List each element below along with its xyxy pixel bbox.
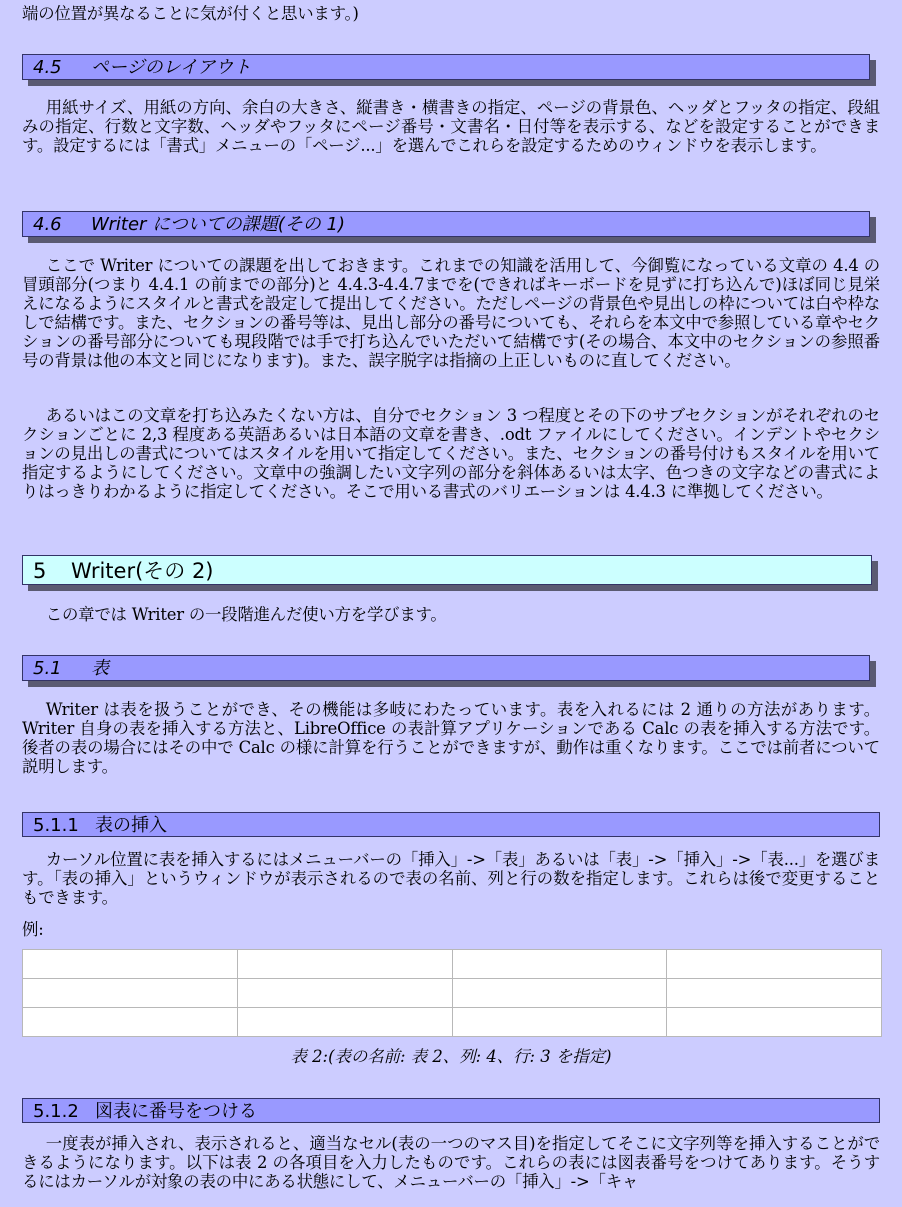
table-cell[interactable] [23, 979, 238, 1008]
heading-number: 5.1 [33, 658, 62, 679]
heading-5-1-1 [22, 812, 880, 837]
table-cell[interactable] [667, 979, 882, 1008]
table-row [23, 1008, 882, 1037]
heading-number: 5 [33, 559, 47, 583]
heading-5-1-2 [22, 1098, 880, 1123]
paragraph-example-label: 例: [22, 920, 44, 939]
table-cell[interactable] [237, 979, 452, 1008]
heading-number: 5.1.2 [33, 1101, 79, 1122]
paragraph-top: 端の位置が異なることに気が付くと思います。) [22, 4, 359, 23]
table-caption: 表 2:(表の名前: 表 2、列: 4、行: 3 を指定) [290, 1047, 612, 1066]
table-cell[interactable] [237, 1008, 452, 1037]
heading-4-5 [22, 54, 870, 80]
heading-title: 表 [91, 658, 109, 679]
heading-number: 4.6 [33, 214, 62, 235]
example-table [22, 949, 882, 1037]
paragraph-layout: 用紙サイズ、用紙の方向、余白の大きさ、縦書き・横書きの指定、ページの背景色、ヘッダとフッタの指定、段組みの指定、行数と文字数、ヘッダやフッタにページ番号・文書名・日付等を表示する、などを設定することができます。設定するには「書式」メニューの「ページ...」を選んでこれらを設定するためのウィンドウを表示します。 [22, 98, 880, 155]
heading-title: 表の挿入 [95, 815, 167, 836]
table-cell[interactable] [667, 1008, 882, 1037]
heading-number: 5.1.1 [33, 815, 79, 836]
heading-chapter-5 [22, 555, 872, 585]
table-cell[interactable] [452, 979, 667, 1008]
heading-title: Writer についての課題(その 1) [91, 214, 345, 235]
table-cell[interactable] [452, 950, 667, 979]
paragraph-task-1: ここで Writer についての課題を出しておきます。これまでの知識を活用して、今御覧になっている文章の 4.4 の冒頭部分(つまり 4.4.1 の前までの部分)と 4.4.3-4.4.7までを(できればキーボードを見ずに打ち込んで)ほぼ同じ見栄えになるようにスタイルと書式を設定して提出してください。ただしページの背景色や見出しの枠については白や枠なしで結構です。また、セクションの番号等は、見出し部分の番号についても、それらを本文中で参照している章やセクションの番号部分についても現段階では手で打ち込んでいただいて結構です(その場合、本文中のセクションの参照番号の背景は他の本文と同じになります)。また、誤字脱字は指摘の上正しいものに直してください。 [22, 256, 880, 370]
table-cell[interactable] [237, 950, 452, 979]
table-cell[interactable] [452, 1008, 667, 1037]
table-row [23, 979, 882, 1008]
heading-number: 4.5 [33, 57, 62, 78]
table-cell[interactable] [23, 1008, 238, 1037]
table-cell[interactable] [667, 950, 882, 979]
heading-4-6 [22, 211, 870, 237]
heading-title: ページのレイアウト [91, 57, 252, 78]
paragraph-task-2: あるいはこの文章を打ち込みたくない方は、自分でセクション 3 つ程度とその下のサブセクションがそれぞれのセクションごとに 2,3 程度ある英語あるいは日本語の文章を書き、.odt ファイルにしてください。インデントやセクションの見出しの書式についてはスタイルを用いて指定してください。また、セクションの番号付けもスタイルを用いて指定するようにしてください。文章中の強調したい文字列の部分を斜体あるいは太字、色つきの文字などの書式によりはっきりわかるように指定してください。そこで用いる書式のバリエーションは 4.4.3 に準拠してください。 [22, 406, 880, 501]
paragraph-table-insert: カーソル位置に表を挿入するにはメニューバーの「挿入」->「表」あるいは「表」->「挿入」->「表...」を選びます。「表の挿入」というウィンドウが表示されるので表の名前、列と行の数を指定します。これらは後で変更することもできます。 [22, 850, 880, 907]
paragraph-numbering: 一度表が挿入され、表示されると、適当なセル(表の一つのマス目)を指定してそこに文字列等を挿入することができるようになります。以下は表 2 の各項目を入力したものです。これらの表には図表番号をつけてあります。そうするにはカーソルが対象の表の中にある状態にして、メニューバーの「挿入」->「キャ [22, 1134, 880, 1191]
heading-title: Writer(その 2) [71, 559, 214, 583]
heading-title: 図表に番号をつける [95, 1101, 257, 1122]
paragraph-chapter-5-intro: この章では Writer の一段階進んだ使い方を学びます。 [45, 605, 447, 624]
table-cell[interactable] [23, 950, 238, 979]
table-row [23, 950, 882, 979]
heading-5-1 [22, 655, 870, 681]
paragraph-table-intro: Writer は表を扱うことができ、その機能は多岐にわたっています。表を入れるには 2 通りの方法があります。Writer 自身の表を挿入する方法と、LibreOffice の表計算アプリケーションである Calc の表を挿入する方法です。後者の表の場合にはその中で Calc の様に計算を行うことができますが、動作は重くなります。ここでは前者について説明します。 [22, 700, 880, 776]
